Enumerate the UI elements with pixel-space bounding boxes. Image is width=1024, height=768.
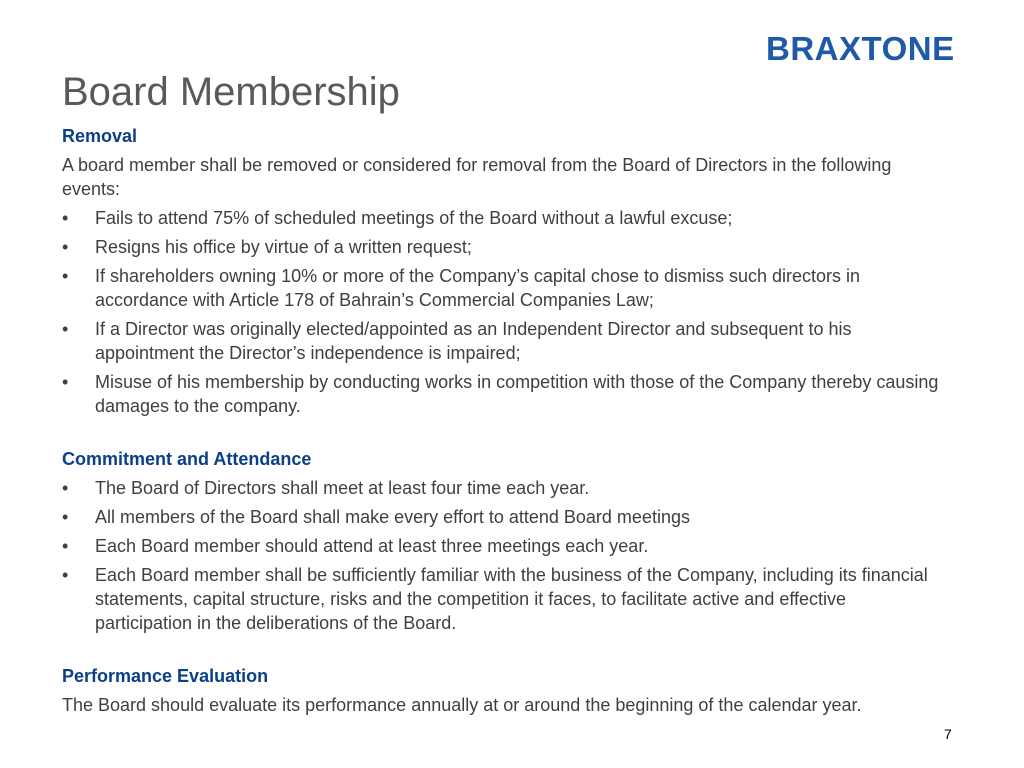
list-item xyxy=(62,317,942,365)
bullet-text: The Board of Directors shall meet at least four time each year. xyxy=(95,478,590,498)
bullet-icon: • xyxy=(62,208,69,228)
bullet-text: Each Board member should attend at least three meetings each year. xyxy=(95,536,649,556)
removal-bullet-list xyxy=(62,206,942,418)
section-spacer xyxy=(62,423,942,447)
bullet-icon: • xyxy=(62,237,69,257)
list-item xyxy=(62,235,942,259)
bullet-icon: • xyxy=(62,507,69,527)
bullet-text: Each Board member shall be sufficiently familiar with the business of the Company, including its financial statements, capital structure, risks and the competition it faces, to facilitate active and effective participation in the deliberations of the Board. xyxy=(95,565,928,633)
bullet-text: Fails to attend 75% of scheduled meetings of the Board without a lawful excuse; xyxy=(95,208,733,228)
slide-content xyxy=(62,124,942,722)
slide-title: Board Membership xyxy=(62,70,400,114)
bullet-text: If shareholders owning 10% or more of the Company’s capital chose to dismiss such directors in accordance with Article 178 of Bahrain’s Commercial Companies Law; xyxy=(95,266,861,310)
braxtone-logo: BRAXTONE xyxy=(766,30,955,67)
list-item xyxy=(62,264,942,312)
list-item xyxy=(62,534,942,558)
bullet-icon: • xyxy=(62,565,69,585)
commitment-heading: Commitment and Attendance xyxy=(62,449,312,469)
list-item xyxy=(62,206,942,230)
performance-text: The Board should evaluate its performance annually at or around the beginning of the calendar year. xyxy=(62,695,862,715)
list-item xyxy=(62,505,942,529)
bullet-icon: • xyxy=(62,372,69,392)
list-item xyxy=(62,476,942,500)
list-item xyxy=(62,563,942,635)
bullet-text: All members of the Board shall make every effort to attend Board meetings xyxy=(95,507,690,527)
removal-heading: Removal xyxy=(62,126,138,146)
list-item xyxy=(62,370,942,418)
performance-heading: Performance Evaluation xyxy=(62,666,269,686)
commitment-bullet-list xyxy=(62,476,942,635)
bullet-text: Misuse of his membership by conducting works in competition with those of the Company thereby causing damages to the company. xyxy=(95,372,939,416)
page-number: 7 xyxy=(944,726,952,742)
removal-intro: A board member shall be removed or considered for removal from the Board of Directors in the following events: xyxy=(62,155,892,199)
bullet-icon: • xyxy=(62,478,69,498)
bullet-text: Resigns his office by virtue of a written request; xyxy=(95,237,472,257)
bullet-text: If a Director was originally elected/appointed as an Independent Director and subsequent to his appointment the Director’s independence is impaired; xyxy=(95,319,852,363)
bullet-icon: • xyxy=(62,266,69,286)
bullet-icon: • xyxy=(62,319,69,339)
bullet-icon: • xyxy=(62,536,69,556)
section-spacer xyxy=(62,640,942,664)
